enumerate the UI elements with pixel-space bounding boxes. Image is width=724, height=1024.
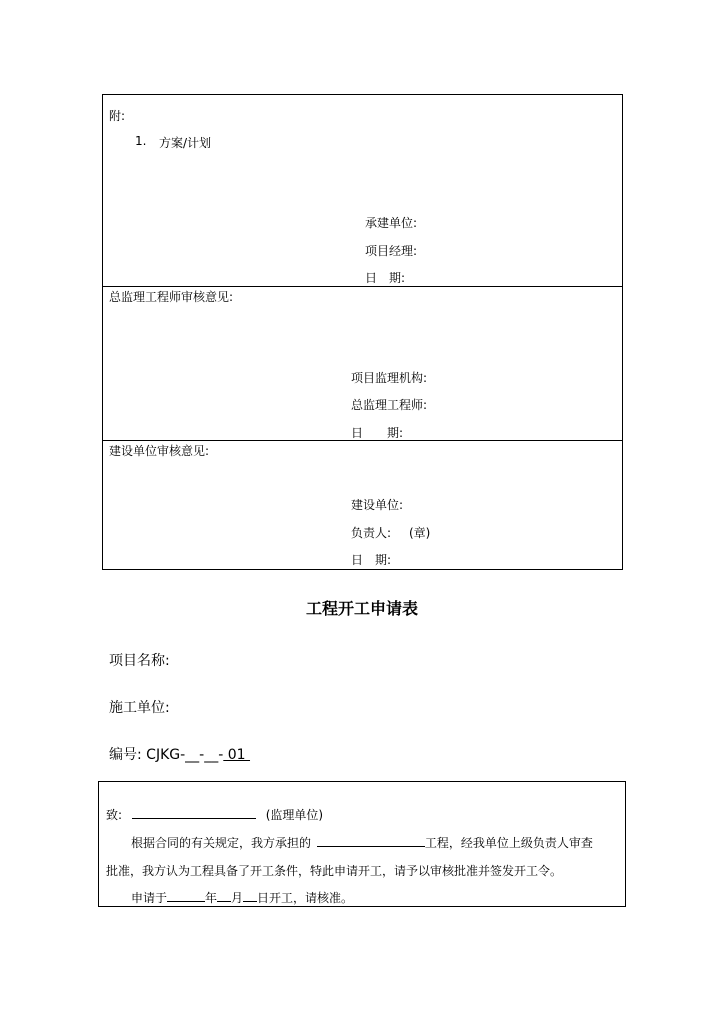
day-label: 日开工，请核准。 <box>257 891 354 905</box>
para3-start: 申请于 <box>131 891 168 905</box>
construction-unit-label: 施工单位: <box>109 700 170 716</box>
letter-paragraph-1 <box>131 834 593 851</box>
date-label: 日 期: <box>351 553 392 567</box>
month-label: 月 <box>231 891 244 905</box>
owner-opinion-label: 建设单位审核意见: <box>109 444 210 458</box>
attachment-label: 附: <box>109 109 126 123</box>
form-number-dash: - <box>199 747 205 763</box>
supervisor-opinion-label: 总监理工程师审核意见: <box>109 290 234 304</box>
para1-start: 根据合同的有关规定，我方承担的 <box>131 836 312 850</box>
letter-paragraph-3 <box>131 889 353 906</box>
attachment-item-number: 1. <box>135 134 147 148</box>
day-blank <box>243 889 257 902</box>
date-label: 日 期: <box>365 271 406 285</box>
recipient-blank <box>132 806 256 819</box>
owner-unit-label: 建设单位: <box>351 498 404 512</box>
supervision-org-label: 项目监理机构: <box>351 371 428 385</box>
attachment-item-text: 方案/计划 <box>159 136 212 150</box>
para1-end: 工程，经我单位上级负责人审查 <box>424 836 593 850</box>
month-blank <box>217 889 231 902</box>
recipient-suffix: (监理单位) <box>265 808 324 822</box>
form-number <box>109 744 250 764</box>
form-number-dash: - <box>218 747 224 763</box>
contractor-label: 承建单位: <box>365 216 418 230</box>
chief-engineer-label: 总监理工程师: <box>351 398 428 412</box>
date-label: 日 期: <box>351 426 404 440</box>
project-manager-label: 项目经理: <box>365 244 418 258</box>
form-number-prefix: CJKG- <box>146 747 186 763</box>
form-number-label: 编号: <box>109 747 142 763</box>
form-number-suffix: 01 <box>223 747 251 763</box>
form-title: 工程开工申请表 <box>305 599 418 618</box>
form-number-blank-2: __ <box>204 747 219 763</box>
letter-paragraph-2: 批准，我方认为工程具备了开工条件，特此申请开工，请予以审核批准并签发开工令。 <box>106 864 563 878</box>
form-number-blank-1: __ <box>185 747 200 763</box>
year-blank <box>167 889 205 902</box>
seal-label: (章) <box>409 526 431 540</box>
to-label: 致: <box>106 808 123 822</box>
responsible-person-label: 负责人: <box>351 526 392 540</box>
year-label: 年 <box>205 891 218 905</box>
project-name-label: 项目名称: <box>109 653 170 669</box>
table-divider <box>102 286 623 287</box>
letter-recipient-line <box>106 806 323 823</box>
project-blank <box>317 834 425 847</box>
